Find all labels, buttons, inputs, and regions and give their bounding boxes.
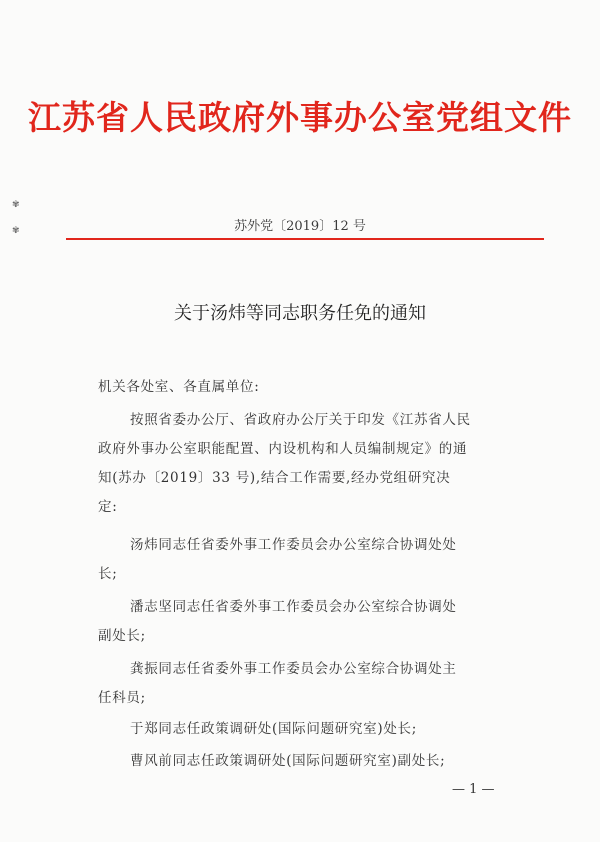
paragraph-line: 定: — [98, 499, 118, 515]
appointment-line: 曹风前同志任政策调研处(国际问题研究室)副处长; — [130, 753, 446, 769]
appointment-line: 龚振同志任省委外事工作委员会办公室综合协调处主 — [130, 661, 457, 677]
appointment-line: 任科员; — [98, 690, 146, 706]
appointment-line: 潘志坚同志任省委外事工作委员会办公室综合协调处 — [130, 599, 457, 615]
appointment-line: 长; — [98, 566, 118, 582]
scan-artifact-mark: ✾ — [12, 200, 20, 210]
paragraph-line: 按照省委办公厅、省政府办公厅关于印发《江苏省人民 — [130, 412, 471, 428]
paragraph-line: 政府外事办公室职能配置、内设机构和人员编制规定》的通 — [98, 441, 468, 457]
document-number: 苏外党〔2019〕12 号 — [234, 219, 366, 234]
scan-artifact-mark: ✾ — [12, 226, 20, 236]
paragraph-line: 知(苏办〔2019〕33 号),结合工作需要,经办党组研究决 — [98, 470, 451, 486]
red-separator-line — [66, 238, 544, 240]
salutation: 机关各处室、各直属单位: — [98, 379, 260, 395]
page-number: — 1 — — [452, 782, 495, 797]
appointment-line: 于郑同志任政策调研处(国际问题研究室)处长; — [130, 721, 417, 737]
appointment-line: 副处长; — [98, 628, 146, 644]
document-header-title: 江苏省人民政府外事办公室党组文件 — [28, 98, 572, 137]
notice-title: 关于汤炜等同志职务任免的通知 — [174, 303, 426, 324]
appointment-line: 汤炜同志任省委外事工作委员会办公室综合协调处处 — [130, 537, 457, 553]
